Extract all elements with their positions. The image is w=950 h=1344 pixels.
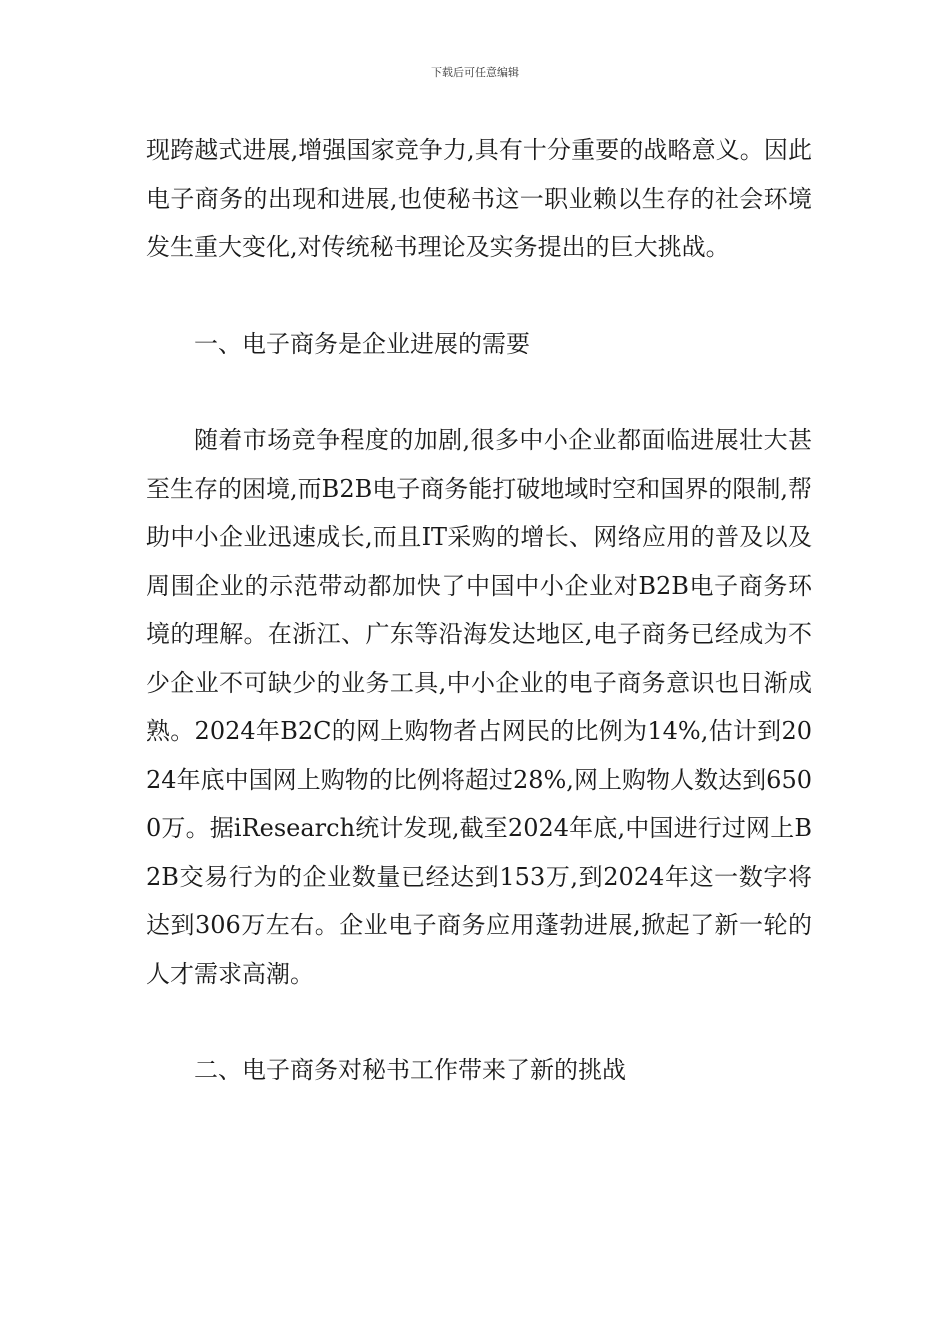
paragraph-gap bbox=[146, 368, 812, 416]
paragraph-body: 随着市场竞争程度的加剧,很多中小企业都面临进展壮大甚至生存的困境,而B2B电子商务能打破地域时空和国界的限制,帮助中小企业迅速成长,而且IT采购的增长、网络应用的普及以及周围企业的示范带动都加快了中国中小企业对B2B电子商务环境的理解。在浙江、广东等沿海发达地区,电子商务已经成为不少企业不可缺少的业务工具,中小企业的电子商务意识也日渐成熟。2024年B2C的网上购物者占网民的比例为14%,估计到2024年底中国网上购物的比例将超过28%,网上购物人数达到6500万。据iResearch统计发现,截至2024年底,中国进行过网上B2B交易行为的企业数量已经达到153万,到2024年这一数字将达到306万左右。企业电子商务应用蓬勃进展,掀起了新一轮的人才需求高潮。 bbox=[146, 426, 812, 988]
document-body bbox=[146, 126, 812, 1095]
page-header: 下载后可任意编辑 bbox=[431, 66, 519, 79]
paragraph-gap bbox=[146, 998, 812, 1046]
paragraph-gap bbox=[146, 272, 812, 320]
paragraph-continuation: 现跨越式进展,增强国家竞争力,具有十分重要的战略意义。因此电子商务的出现和进展,也使秘书这一职业赖以生存的社会环境发生重大变化,对传统秘书理论及实务提出的巨大挑战。 bbox=[146, 136, 812, 261]
section-heading-1: 一、电子商务是企业进展的需要 bbox=[194, 329, 530, 358]
section-heading-2: 二、电子商务对秘书工作带来了新的挑战 bbox=[194, 1056, 626, 1084]
